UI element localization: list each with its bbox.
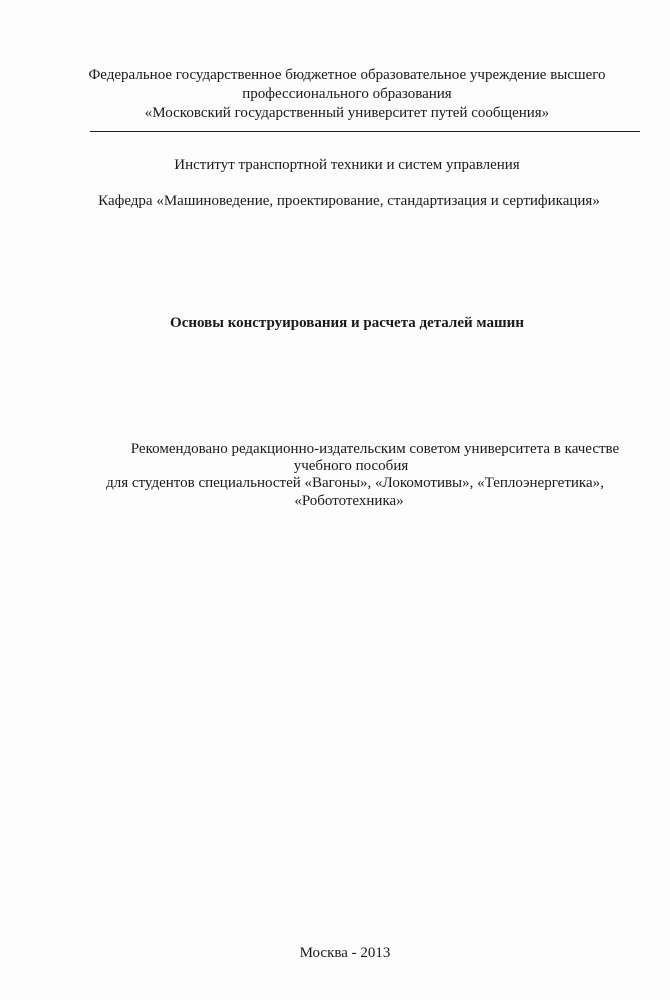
recommendation-line-1: Рекомендовано редакционно-издательским советом университета в качестве (130, 441, 620, 457)
recommendation-line-2: учебного пособия (293, 458, 409, 474)
document-title: Основы конструирования и расчета деталей машин (170, 315, 524, 331)
header-line-1: Федеральное государственное бюджетное образовательное учреждение высшего (88, 67, 606, 83)
header-divider (90, 131, 640, 132)
header-line-3: «Московский государственный университет путей сообщения» (144, 105, 550, 121)
header-line-2: профессионального образования (242, 86, 452, 102)
city-year: Москва - 2013 (299, 945, 391, 961)
recommendation-line-4: «Робототехника» (294, 493, 404, 509)
recommendation-line-3: для студентов специальностей «Вагоны», «Локомотивы», «Теплоэнергетика», (106, 475, 604, 491)
department-name: Кафедра «Машиноведение, проектирование, стандартизация и сертификация» (98, 193, 600, 209)
institute-name: Институт транспортной техники и систем управления (174, 157, 520, 173)
